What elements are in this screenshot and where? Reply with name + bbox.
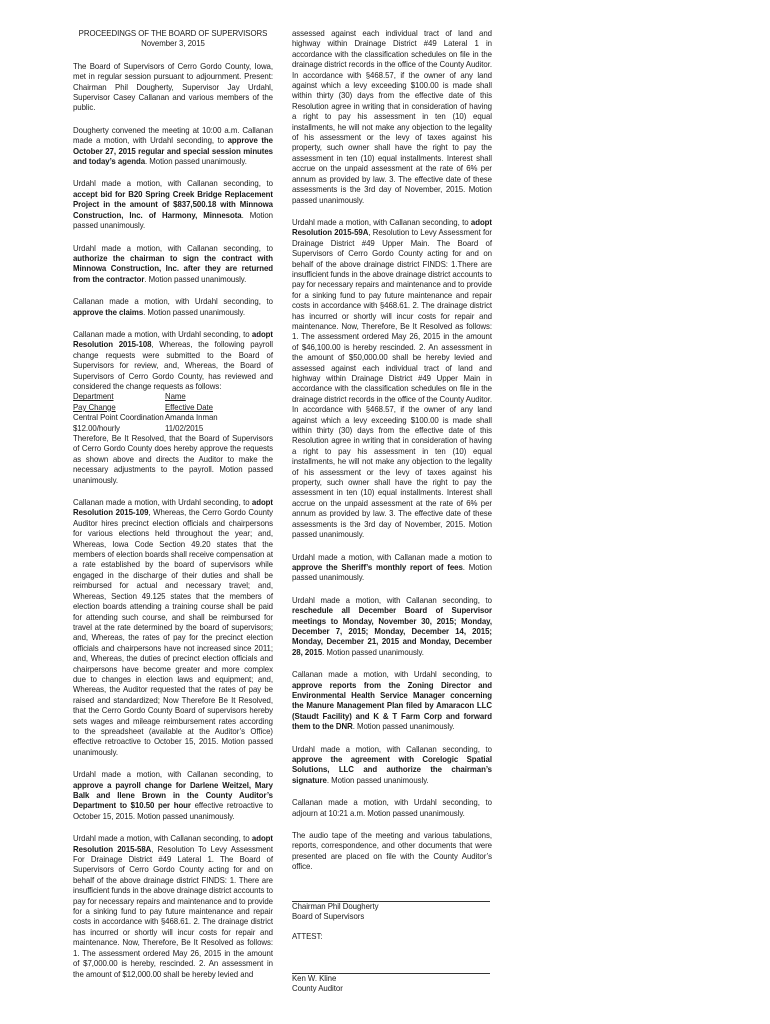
auditor-signature-block bbox=[292, 973, 492, 995]
auditor-title: County Auditor bbox=[292, 984, 343, 994]
manure-plan-paragraph: Callanan made a motion, with Urdahl seconding, to approve reports from the Zoning Director and Environmental Health Service Manager concerning the Manure Management Plan filed by Amaracon LLC (Staudt Facility) and K & T Farm Corp and forward them to the DNR. Motion passed unanimously. bbox=[292, 670, 492, 732]
attendance-paragraph: The Board of Supervisors of Cerro Gordo County, Iowa, met in regular session pursuant to adjournment. Present: Chairman Phil Dougherty, Supervisor Jay Urdahl, Supervisor Casey Callanan and various members of the public. bbox=[73, 61, 273, 113]
resolution-108-paragraph: Callanan made a motion, with Urdahl seconding, to adopt Resolution 2015-108, Whereas, the following payroll change requests were submitted to the Board of Supervisors for review, and, Whereas, the Board of Supervisors of Cerro Gordo County, has reviewed and considered the change requests as follows: bbox=[73, 329, 273, 391]
auditor-name: Ken W. Kline bbox=[292, 973, 337, 983]
attest-label: ATTEST: bbox=[292, 932, 323, 942]
minutes-approval-paragraph: Dougherty convened the meeting at 10:00 a.m. Callanan made a motion, with Urdahl seconding, to approve the October 27, 2015 regular and special session minutes and today’s agenda. Motion passed unanimously. bbox=[73, 125, 273, 167]
table-cell: $12.00/hourly bbox=[73, 423, 120, 433]
right-column bbox=[292, 29, 492, 995]
table-row bbox=[73, 424, 273, 434]
table-header-department: Department bbox=[73, 392, 114, 402]
payroll-change-paragraph: Urdahl made a motion, with Callanan seconding, to approve a payroll change for Darlene Weitzel, Mary Balk and Ilene Brown in the County Auditor’s Department to $10.50 per hour effective retroactive to October 15, 2015. Motion passed unanimously. bbox=[73, 770, 273, 821]
table-row bbox=[73, 392, 273, 402]
bridge-bid-paragraph: Urdahl made a motion, with Callanan seconding, to accept bid for B20 Spring Creek Bridge Replacement Project in the amount of $837,500.18 with Minnowa Construction, Inc. of Harmony, Minnesota. Motion passed unanimously. bbox=[73, 179, 273, 231]
adjourn-paragraph: Callanan made a motion, with Urdahl seconding, to adjourn at 10:21 a.m. Motion passed unanimously. bbox=[292, 798, 492, 818]
resolution-108-conclusion: Therefore, Be It Resolved, that the Board of Supervisors of Cerro Gordo County does hereby approve the requests as shown above and directs the Auditor to make the necessary adjustments to the payroll. Motion passed unanimously. bbox=[73, 434, 273, 485]
table-header-effective-date: Effective Date bbox=[165, 402, 213, 412]
contract-signing-paragraph: Urdahl made a motion, with Callanan seconding, to authorize the chairman to sign the contract with Minnowa Construction, Inc. after they are returned from the contractor. Motion passed unanimously. bbox=[73, 243, 273, 284]
payroll-change-table bbox=[73, 392, 273, 434]
table-row bbox=[73, 403, 273, 413]
table-cell: Central Point Coordination bbox=[73, 413, 164, 423]
chairman-title: Board of Supervisors bbox=[292, 912, 365, 922]
resolution-58a-paragraph: Urdahl made a motion, with Callanan seconding, to adopt Resolution 2015-58A, Resolution To Levy Assessment For Drainage District #49 Lateral 1. The Board of Supervisors of Cerro Gordo County acting for and on behalf of the above drainage district FINDS: 1. There are insufficient funds in the above drainage district accounts to pay for necessary repairs and maintenance and to provide for a sinking fund to pay future maintenance and repair costs in accordance with §468.61. 2. The drainage district has incurred or shortly will incur costs for repair and maintenance. Now, Therefore, Be It Resolved as follows: 1. The assessment ordered May 26, 2015 in the amount of $7,000.00 is hereby, rescinded. 2. An assessment in the amount of $12,000.00 shall be hereby levied and bbox=[73, 834, 273, 979]
audio-tape-paragraph: The audio tape of the meeting and various tabulations, reports, correspondence, and other documents that were presented are placed on file with the County Auditor’s office. bbox=[292, 831, 492, 872]
table-header-name: Name bbox=[165, 392, 186, 402]
chairman-name: Chairman Phil Dougherty bbox=[292, 901, 379, 911]
table-row bbox=[73, 413, 273, 423]
document-header bbox=[73, 29, 273, 50]
sheriff-report-paragraph: Urdahl made a motion, with Callanan made a motion to approve the Sheriff’s monthly report of fees. Motion passed unanimously. bbox=[292, 552, 492, 583]
table-cell: 11/02/2015 bbox=[165, 423, 204, 433]
chairman-signature-block bbox=[292, 901, 492, 923]
claims-paragraph: Callanan made a motion, with Urdahl seconding, to approve the claims. Motion passed unanimously. bbox=[73, 297, 273, 317]
meeting-date: November 3, 2015 bbox=[141, 39, 205, 49]
table-cell: Amanda Inman bbox=[165, 413, 218, 423]
corelogic-agreement-paragraph: Urdahl made a motion, with Callanan seconding, to approve the agreement with Corelogic Spatial Solutions, LLC and authorize the chairman’s signature. Motion passed unanimously. bbox=[292, 744, 492, 785]
resolution-58a-continued: assessed against each individual tract of land and highway within Drainage District #49 Lateral 1 in accordance with the classification schedules on file in the drainage district records in the office of the County Auditor. In accordance with §468.57, if the owner of any land against which a levy exceeding $100.00 is made shall within thirty (30) days from the effective date of this Resolution agree in writing that in consideration of having a right to pay his assessment in ten (10) equal installments, he will not make any objection to the legality of his assessment or the levy of taxes against his property, such owner shall have the right to pay the assessment in ten (10) equal installments. Interest shall accrue on the unpaid assessment at the rate of 6% per annum as provided by law. 3. The effective date of these assessments is the 3rd day of November, 2015. Motion passed unanimously. bbox=[292, 29, 492, 205]
left-column bbox=[73, 29, 273, 980]
resolution-109-paragraph: Callanan made a motion, with Urdahl seconding, to adopt Resolution 2015-109, Whereas, the Cerro Gordo County Auditor hires precinct election officials and chairpersons for various elections held throughout the year; and, Whereas, Iowa Code Section 49.20 states that the members of election boards shall receive compensation at a rate established by the board of supervisors while engaged in the discharge of their duties and shall be reimbursed for actual and necessary travel; and, Whereas, Section 49.125 states that the members of election boards attending a training course shall be paid for attending such course, and shall be reimbursed for travel at the rate determined by the board of supervisors; and, Whereas, the rates of pay for the precinct election officials and chairpersons have not increased since 2011; and, Whereas, the duties of precinct election officials and chairpersons have become greater and more complex due to changes in election laws and equipment; and, Whereas, the Auditor requested that the rates of pay be raised and standardized; Now Therefore Be It Resolved, that the Cerro Gordo County Board of supervisors hereby sets wages and mileage reimbursement rates according to the spreadsheet (available at the Auditor’s Office) effective retroactive to October 15, 2015. Motion passed unanimously. bbox=[73, 498, 273, 757]
reschedule-meetings-paragraph: Urdahl made a motion, with Callanan seconding, to reschedule all December Board of Supervisor meetings to Monday, November 30, 2015; Monday, December 7, 2015; Monday, December 14, 2015; Monday, December 21, 2015 and Monday, December 28, 2015. Motion passed unanimously. bbox=[292, 595, 492, 657]
document-title: PROCEEDINGS OF THE BOARD OF SUPERVISORS bbox=[78, 29, 268, 38]
resolution-59a-paragraph: Urdahl made a motion, with Callanan seconding, to adopt Resolution 2015-59A, Resolution to Levy Assessment for Drainage District #49 Upper Main. The Board of Supervisors of Cerro Gordo County acting for and on behalf of the above drainage district FINDS: 1.There are insufficient funds in the above drainage district accounts to pay for necessary repairs and maintenance and to provide for a sinking fund to pay future maintenance and repair costs in accordance with §468.61. 2. The drainage district has incurred or shortly will incur costs for repair and maintenance. Now, Therefore, Be It Resolved as follows: 1. The assessment ordered May 26, 2015 in the amount of $46,100.00 is hereby rescinded. 2. An assessment in the amount of $50,000.00 shall be hereby levied and assessed against each individual tract of land and highway within Drainage District #49 Upper Main in accordance with the classification schedules on file in the drainage district records in the office of the County Auditor. In accordance with §468.57, if the owner of any land against which a levy exceeding $100.00 is made shall within thirty (30) days from the effective date of this Resolution agree in writing that in consideration of having a right to pay his assessment in ten (10) equal installments, he will not make any objection to the legality of his assessment or the levy of taxes against his property, such owner shall have the right to pay the assessment in ten (10) equal installments. Interest shall accrue on the unpaid assessment at the rate of 6% per annum as provided by law. 3. The effective date of these assessments is the 3rd day of November, 2015. Motion passed unanimously. bbox=[292, 217, 492, 540]
table-header-pay-change: Pay Change bbox=[73, 402, 116, 412]
